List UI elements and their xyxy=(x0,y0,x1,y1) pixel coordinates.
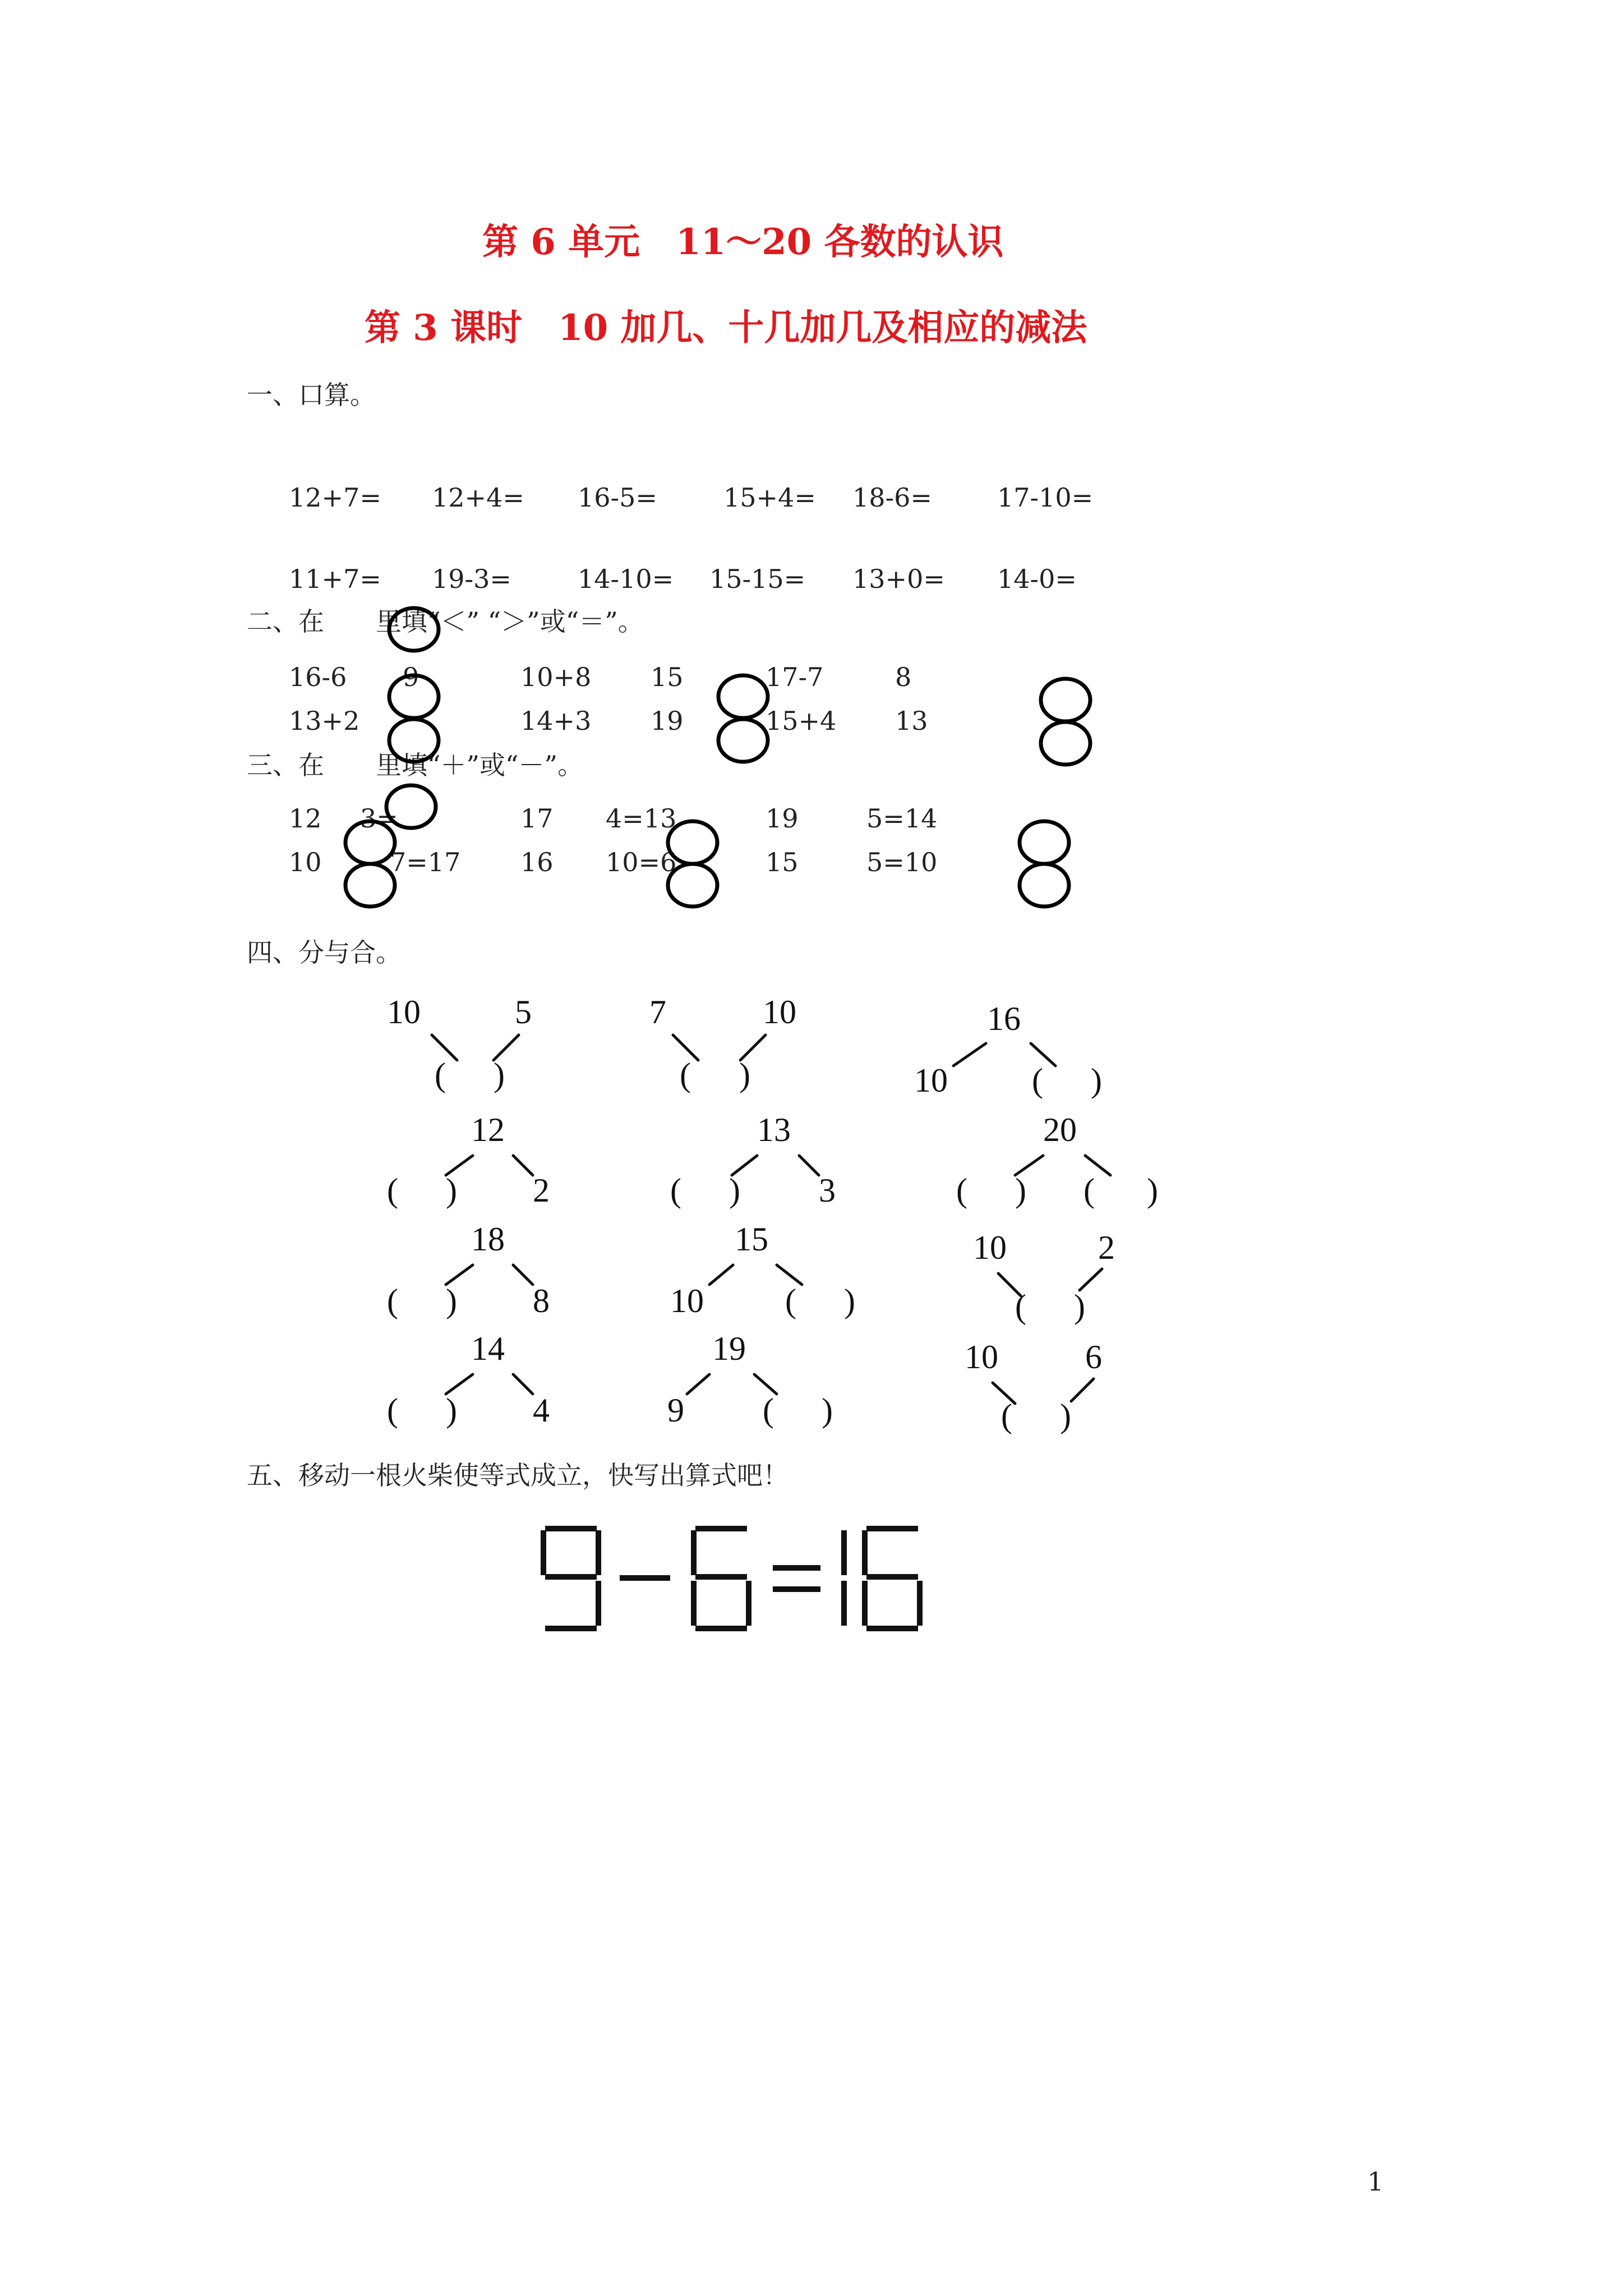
oral-item: 19-3= xyxy=(432,564,511,594)
close-paren: ) xyxy=(446,1282,457,1319)
close-paren: ) xyxy=(494,1056,505,1093)
matchstick xyxy=(691,1581,697,1626)
compare-left: 14+3 xyxy=(520,706,592,736)
signs-item: 15 xyxy=(766,847,799,877)
signs-item: 12 xyxy=(289,803,322,834)
section-1-heading: 一、口算。 xyxy=(247,380,376,410)
oral-item: 15+4= xyxy=(723,482,816,513)
signs-item: 10=6 xyxy=(606,847,677,877)
open-paren: ( xyxy=(1032,1062,1043,1099)
open-paren: ( xyxy=(763,1392,774,1429)
matchstick xyxy=(773,1586,820,1592)
matchstick xyxy=(866,1574,918,1580)
close-paren: ) xyxy=(446,1392,457,1429)
close-paren: ) xyxy=(739,1056,750,1093)
oral-item: 12+4= xyxy=(432,482,524,513)
split-number: 10 xyxy=(965,1338,998,1375)
split-number: 2 xyxy=(533,1172,550,1209)
split-number: 4 xyxy=(533,1392,550,1429)
matchstick xyxy=(545,1574,597,1580)
matchstick xyxy=(746,1581,751,1626)
open-paren: ( xyxy=(387,1282,398,1319)
compare-right: 9 xyxy=(403,662,419,692)
section-2-heading: 二、在 里填“＜” “＞”或“＝”。 xyxy=(247,606,644,637)
matchstick xyxy=(695,1574,747,1580)
signs-item: 5=10 xyxy=(866,847,938,877)
open-paren: ( xyxy=(670,1172,681,1209)
oral-item: 15-15= xyxy=(709,564,806,594)
oral-item: 16-5= xyxy=(578,482,657,513)
split-number: 14 xyxy=(471,1330,505,1367)
signs-item: 17 xyxy=(520,803,554,834)
split-number: 3 xyxy=(819,1172,836,1209)
signs-item: 3= xyxy=(360,803,398,834)
split-number: 10 xyxy=(387,993,421,1030)
matchstick xyxy=(541,1530,546,1575)
matchstick xyxy=(862,1530,868,1575)
signs-item: 16 xyxy=(520,847,554,877)
open-paren: ( xyxy=(387,1392,398,1429)
split-number: 9 xyxy=(667,1392,684,1429)
open-paren: ( xyxy=(435,1056,446,1093)
open-paren: ( xyxy=(1001,1397,1012,1434)
close-paren: ) xyxy=(1147,1172,1158,1209)
split-number: 5 xyxy=(515,993,532,1030)
split-number: 12 xyxy=(471,1111,505,1148)
close-paren: ) xyxy=(729,1172,740,1209)
compare-right: 19 xyxy=(651,706,684,736)
open-paren: ( xyxy=(785,1282,796,1319)
oral-item: 12+7= xyxy=(289,482,381,513)
close-paren: ) xyxy=(1074,1288,1085,1325)
compare-right: 8 xyxy=(895,662,912,692)
oral-item: 11+7= xyxy=(289,564,381,594)
close-paren: ) xyxy=(1091,1062,1102,1099)
split-number: 16 xyxy=(987,1000,1021,1037)
matchstick xyxy=(917,1581,923,1626)
matchstick xyxy=(841,1581,847,1626)
open-paren: ( xyxy=(680,1056,691,1093)
page-number: 1 xyxy=(1367,2166,1384,2197)
open-paren: ( xyxy=(956,1172,967,1209)
oral-item: 17-10= xyxy=(997,482,1094,513)
matchstick xyxy=(866,1626,918,1631)
close-paren: ) xyxy=(1015,1172,1026,1209)
split-number: 2 xyxy=(1098,1229,1115,1266)
split-number: 8 xyxy=(533,1282,550,1319)
split-number: 13 xyxy=(757,1111,791,1148)
split-number: 10 xyxy=(914,1062,948,1099)
open-paren: ( xyxy=(387,1172,398,1209)
open-paren: ( xyxy=(1015,1288,1026,1325)
matchstick xyxy=(773,1565,820,1571)
unit-title: 第 6 单元 11～20 各数的认识 xyxy=(482,221,1004,263)
split-number: 19 xyxy=(712,1330,746,1367)
oral-item: 14-0= xyxy=(997,564,1077,594)
split-number: 15 xyxy=(735,1221,768,1258)
section-5-heading: 五、移动一根火柴使等式成立，快写出算式吧！ xyxy=(247,1460,789,1490)
split-number: 6 xyxy=(1085,1338,1102,1375)
split-number: 7 xyxy=(649,993,666,1030)
compare-left: 13+2 xyxy=(289,706,360,736)
matchstick xyxy=(620,1575,670,1581)
matchstick xyxy=(866,1526,918,1531)
matchstick xyxy=(691,1530,697,1575)
lesson-title: 第 3 课时 10 加几、十几加几及相应的减法 xyxy=(365,307,1087,349)
oral-item: 14-10= xyxy=(578,564,674,594)
section-3-heading: 三、在 里填“＋”或“－”。 xyxy=(247,750,584,780)
signs-item: 19 xyxy=(766,803,799,834)
signs-item: 7=17 xyxy=(390,847,461,877)
matchstick xyxy=(841,1530,847,1575)
close-paren: ) xyxy=(822,1392,833,1429)
oral-item: 13+0= xyxy=(852,564,945,594)
close-paren: ) xyxy=(844,1282,855,1319)
signs-item: 10 xyxy=(289,847,322,877)
compare-right: 15 xyxy=(651,662,684,692)
matchstick xyxy=(545,1626,597,1631)
matchstick xyxy=(596,1581,601,1626)
compare-left: 10+8 xyxy=(520,662,592,692)
compare-left: 16-6 xyxy=(289,662,347,692)
compare-left: 17-7 xyxy=(766,662,824,692)
compare-right: 13 xyxy=(895,706,928,736)
close-paren: ) xyxy=(1060,1397,1071,1434)
compare-left: 15+4 xyxy=(766,706,837,736)
split-number: 10 xyxy=(670,1282,704,1319)
signs-item: 5=14 xyxy=(866,803,938,834)
open-paren: ( xyxy=(1083,1172,1095,1209)
split-number: 10 xyxy=(763,993,796,1030)
split-number: 10 xyxy=(973,1229,1007,1266)
matchstick xyxy=(862,1581,868,1626)
oral-item: 18-6= xyxy=(852,482,932,513)
split-number: 20 xyxy=(1043,1111,1077,1148)
section-4-heading: 四、分与合。 xyxy=(247,937,402,968)
close-paren: ) xyxy=(446,1172,457,1209)
matchstick xyxy=(695,1526,747,1531)
split-number: 18 xyxy=(471,1221,505,1258)
matchstick xyxy=(596,1530,601,1575)
matchstick xyxy=(545,1526,597,1531)
signs-item: 4=13 xyxy=(606,803,677,834)
matchstick xyxy=(695,1626,747,1631)
